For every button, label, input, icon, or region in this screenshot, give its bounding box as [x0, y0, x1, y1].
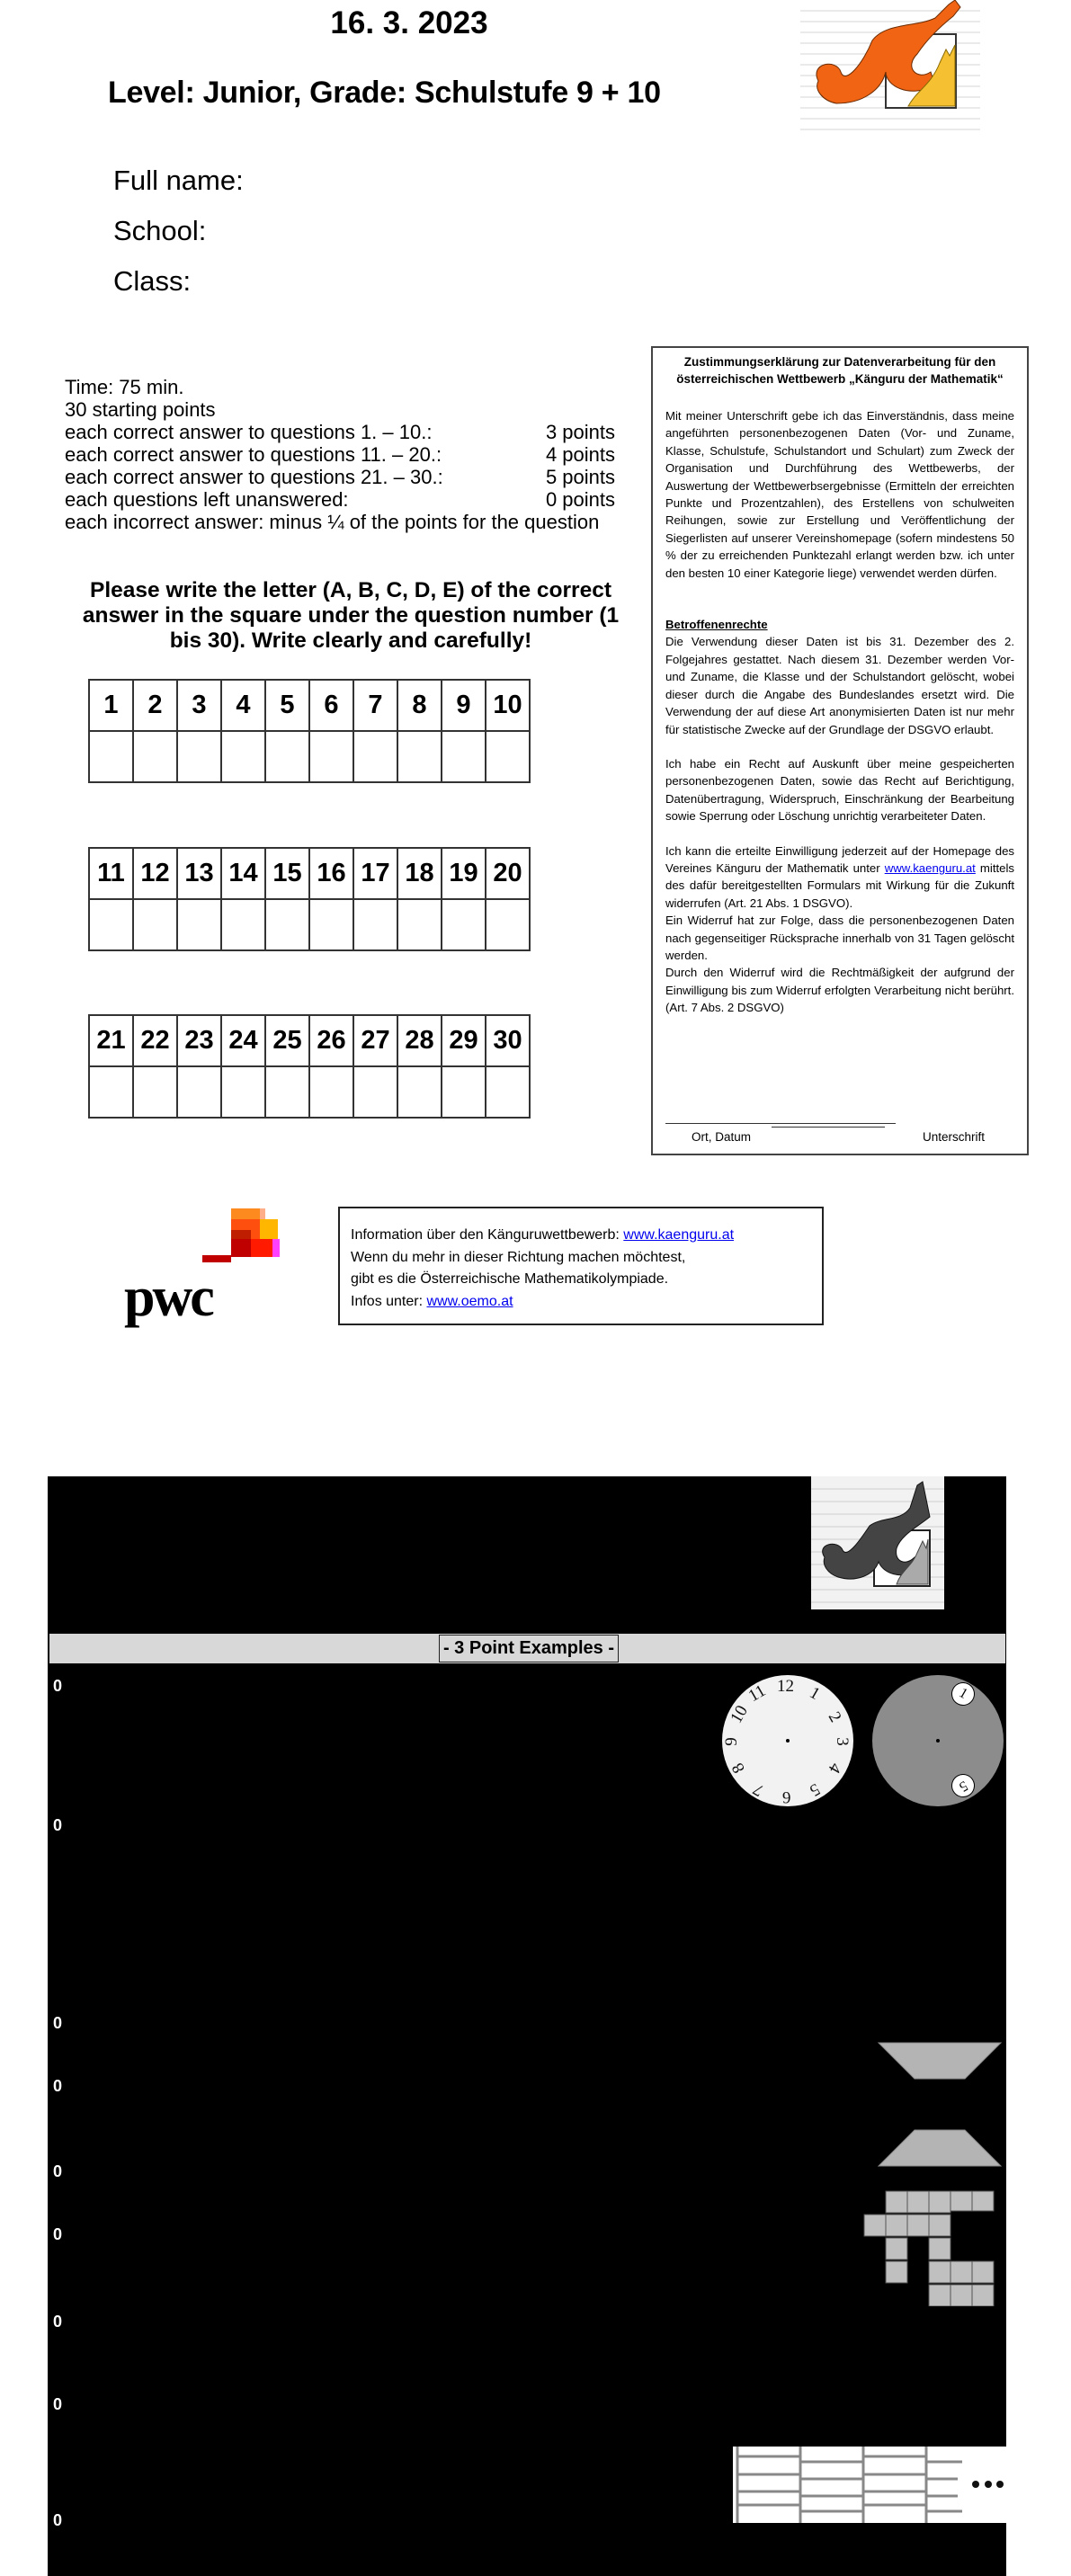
question-number: 6 — [309, 680, 353, 731]
kaenguru-link[interactable]: www.kaenguru.at — [623, 1227, 735, 1243]
question-number: 18 — [397, 848, 442, 899]
trapezoid-inverted-icon — [877, 2041, 1003, 2081]
question-number: 17 — [353, 848, 397, 899]
info-line: gibt es die Österreichische Mathematikolympiade. — [351, 1271, 669, 1287]
question-number: 19 — [442, 848, 486, 899]
gray-disc-figure — [872, 1675, 1004, 1806]
answer-box[interactable] — [486, 1066, 530, 1118]
question-marker: 0 — [53, 2313, 63, 2331]
school-label: School: — [113, 215, 207, 246]
tile-figure-icon — [863, 2189, 1007, 2306]
pwc-wordmark: pwc — [124, 1267, 212, 1328]
question-number: 23 — [177, 1015, 221, 1066]
question-number: 9 — [442, 680, 486, 731]
full-name-label: Full name: — [113, 165, 244, 196]
rule-points: 3 points — [545, 421, 615, 443]
info-box — [338, 1207, 824, 1325]
section-title: - 3 Point Examples - — [439, 1635, 619, 1662]
question-number: 1 — [89, 680, 133, 731]
clock-number: 3 — [832, 1737, 852, 1746]
exam-date: 16. 3. 2023 — [330, 5, 488, 40]
level-heading: Level: Junior, Grade: Schulstufe 9 + 10 — [108, 76, 661, 110]
question-number: 30 — [486, 1015, 530, 1066]
oemo-link[interactable]: www.oemo.at — [426, 1293, 513, 1309]
question-number: 7 — [353, 680, 397, 731]
clock-number: 5 — [806, 1778, 824, 1800]
answer-instructions: Please write the letter (A, B, C, D, E) of the correct answer in the square under the question number (1 bis 30). Write clearly and carefully! — [82, 578, 620, 653]
rule-row — [65, 443, 615, 466]
question-number: 2 — [133, 680, 177, 731]
withdrawal-text: Ich kann die erteilte Einwilligung jederzeit auf der Homepage des Vereines Känguru der Mathematik unter — [665, 843, 1014, 875]
signature-line[interactable] — [772, 1127, 885, 1128]
rule-row — [65, 421, 615, 443]
brick-pattern-figure-icon — [733, 2447, 1007, 2523]
info-text: Infos unter: — [351, 1293, 427, 1309]
clock-number: 7 — [750, 1778, 767, 1800]
answer-box[interactable] — [309, 899, 353, 950]
question-number: 11 — [89, 848, 133, 899]
answer-box[interactable] — [309, 1066, 353, 1118]
question-number: 21 — [89, 1015, 133, 1066]
answer-grid-11-20 — [88, 847, 531, 951]
rights-paragraph: Ich habe ein Recht auf Auskunft über meine gespeicherten personenbezogenen Daten, sowie das Recht auf Berichtigung, Datenübertragung, Widerspruch, Einschränkung der Bearbeitung sowie Sperrung oder Löschung unrichtig verarbeiteter Daten. — [665, 756, 1014, 824]
question-number: 24 — [221, 1015, 265, 1066]
pwc-logo — [117, 1205, 297, 1331]
class-label: Class: — [113, 265, 192, 297]
question-number: 25 — [265, 1015, 309, 1066]
center-dot-icon — [936, 1739, 940, 1743]
answer-box[interactable] — [353, 1066, 397, 1118]
pwc-mark-icon — [117, 1205, 297, 1268]
rule-points: 0 points — [545, 488, 615, 511]
info-line — [351, 1291, 822, 1314]
answer-box[interactable] — [397, 899, 442, 950]
clock-number: 6 — [782, 1787, 791, 1806]
answer-box[interactable] — [177, 731, 221, 782]
center-dot-icon — [786, 1739, 790, 1743]
answer-box[interactable] — [265, 1066, 309, 1118]
rule-text: each correct answer to questions 1. – 10.: — [65, 421, 433, 443]
mini-disc: 5 — [947, 1769, 979, 1802]
rights-paragraph: Die Verwendung dieser Daten ist bis 31. Dezember des 2. Folgejahres gestattet. Nach diesem 31. Dezember werden Vor- und Zuname, die Klasse und der Schulstandort gelöscht, wobei dieser durch die Angabe des Bundeslandes ersetzt wird. Die Verwendung der auf diese Art anonymisierten Daten ist nur mehr für statistische Zwecke auf der Grundlage der DSGVO erlaubt. — [665, 635, 1014, 736]
clock-face-figure — [722, 1675, 853, 1806]
kangaroo-logo-icon — [800, 0, 980, 135]
rule-row — [65, 466, 615, 488]
place-date-label: Ort, Datum — [692, 1130, 752, 1144]
time-limit: Time: 75 min. — [65, 376, 184, 398]
trapezoid-upright-icon — [877, 2128, 1003, 2169]
answer-box[interactable] — [397, 1066, 442, 1118]
answer-box[interactable] — [309, 731, 353, 782]
info-line — [351, 1225, 822, 1247]
question-marker: 0 — [53, 1816, 63, 1834]
rule-points: 5 points — [545, 466, 615, 488]
answer-box[interactable] — [442, 1066, 486, 1118]
rule-points: 4 points — [545, 443, 615, 466]
answer-box[interactable] — [353, 899, 397, 950]
answer-box[interactable] — [221, 1066, 265, 1118]
question-marker: 0 — [53, 2225, 63, 2243]
rule-text: each correct answer to questions 11. – 20.: — [65, 443, 442, 466]
question-marker: 0 — [53, 1677, 63, 1695]
question-number: 10 — [486, 680, 530, 731]
answer-box[interactable] — [265, 731, 309, 782]
question-number: 26 — [309, 1015, 353, 1066]
answer-grid-1-10 — [88, 679, 531, 783]
answer-box[interactable] — [486, 899, 530, 950]
penalty-rule: each incorrect answer: minus ¼ of the points for the question — [65, 511, 600, 533]
withdrawal-paragraph: Durch den Widerruf wird die Rechtmäßigkeit der aufgrund der Einwilligung bis zum Widerruf erfolgten Verarbeitung nicht berührt. (Art. 7 Abs. 2 DSGVO) — [665, 966, 1014, 1015]
consent-declaration-box — [651, 346, 1029, 1155]
answer-box[interactable] — [221, 899, 265, 950]
question-marker: 0 — [53, 2014, 63, 2032]
answer-box[interactable] — [353, 731, 397, 782]
answer-box[interactable] — [133, 731, 177, 782]
question-number: 12 — [133, 848, 177, 899]
clock-number: 10 — [727, 1702, 752, 1727]
signature-label: Unterschrift — [923, 1130, 986, 1144]
starting-points: 30 starting points — [65, 398, 216, 421]
answer-box[interactable] — [442, 731, 486, 782]
answer-box[interactable] — [397, 731, 442, 782]
clock-number: 4 — [824, 1759, 845, 1777]
answer-box[interactable] — [486, 731, 530, 782]
question-marker: 0 — [53, 2077, 63, 2095]
question-number: 8 — [397, 680, 442, 731]
answer-box[interactable] — [133, 899, 177, 950]
answer-box[interactable] — [177, 1066, 221, 1118]
answer-box[interactable] — [177, 899, 221, 950]
question-number: 20 — [486, 848, 530, 899]
question-number: 3 — [177, 680, 221, 731]
kangaroo-logo-grayscale-icon — [811, 1476, 944, 1609]
question-number: 29 — [442, 1015, 486, 1066]
answer-box[interactable] — [442, 899, 486, 950]
withdrawal-paragraph: Ein Widerruf hat zur Folge, dass die personenbezogenen Daten nach gegenseitiger Rücksprache innerhalb von 31 Tagen gelöscht werden. — [665, 914, 1014, 962]
kaenguru-link[interactable]: www.kaenguru.at — [884, 860, 976, 875]
answer-box[interactable] — [221, 731, 265, 782]
answer-grid-21-30 — [88, 1014, 531, 1119]
clock-number: 2 — [824, 1708, 845, 1726]
question-number: 22 — [133, 1015, 177, 1066]
clock-number: 12 — [777, 1677, 794, 1696]
question-number: 5 — [265, 680, 309, 731]
mini-disc: 1 — [947, 1678, 979, 1710]
question-number: 27 — [353, 1015, 397, 1066]
question-marker: 0 — [53, 2162, 63, 2180]
info-text: Information über den Känguruwettbewerb: — [351, 1227, 624, 1243]
clock-number: 11 — [745, 1680, 770, 1707]
question-number: 28 — [397, 1015, 442, 1066]
clock-number: 1 — [806, 1683, 824, 1705]
question-number: 14 — [221, 848, 265, 899]
rights-heading: Betroffenenrechte — [665, 618, 768, 632]
clock-number: 9 — [721, 1737, 741, 1746]
answer-box[interactable] — [89, 899, 133, 950]
answer-box[interactable] — [265, 899, 309, 950]
signature-line[interactable] — [665, 1123, 896, 1124]
info-line: Wenn du mehr in dieser Richtung machen möchtest, — [351, 1249, 686, 1265]
rule-text: each correct answer to questions 21. – 30.: — [65, 466, 443, 488]
withdrawal-paragraph — [665, 842, 1014, 913]
rule-row — [65, 488, 615, 511]
answer-box[interactable] — [89, 1066, 133, 1118]
clock-number: 8 — [727, 1759, 749, 1777]
question-marker: 0 — [53, 2511, 63, 2529]
consent-paragraph: Mit meiner Unterschrift gebe ich das Einverständnis, dass meine angeführten personenbezogenen Daten (Vor- und Zuname, Klasse, Schulstufe, Schulstandort und Schulart) zum Zweck der Organisation und Durchführung des Wettbewerbs, der Auswertung der Wettbewerbsergebnisse (Ermitteln der erreichten Punkte und Prozentzahlen), des Erstellens von schulweiten Reihungen, sowie zur Erstellung und Veröffentlichung der Siegerlisten auf unserer Vereinshomepage (sofern mindestens 50 % der zu erreichenden Punktezahl erlangt werden bzw. ich unter den besten 10 einer Kategorie liege) verwendet werden dürfen. — [665, 409, 1014, 580]
question-number: 16 — [309, 848, 353, 899]
answer-box[interactable] — [133, 1066, 177, 1118]
consent-title: Zustimmungserklärung zur Datenverarbeitung für den österreichischen Wettbewerb „Känguru der Mathematik“ — [676, 355, 1004, 386]
rule-text: each questions left unanswered: — [65, 488, 349, 511]
question-number: 13 — [177, 848, 221, 899]
withdrawal-text: mittels des dafür bereitgestellten Formulars mit Wirkung für die Zukunft widerrufen (Art. 21 Abs. 1 DSGVO). — [665, 860, 1015, 910]
scoring-rules — [65, 376, 615, 533]
question-number: 4 — [221, 680, 265, 731]
question-marker: 0 — [53, 2395, 63, 2413]
question-number: 15 — [265, 848, 309, 899]
answer-box[interactable] — [89, 731, 133, 782]
